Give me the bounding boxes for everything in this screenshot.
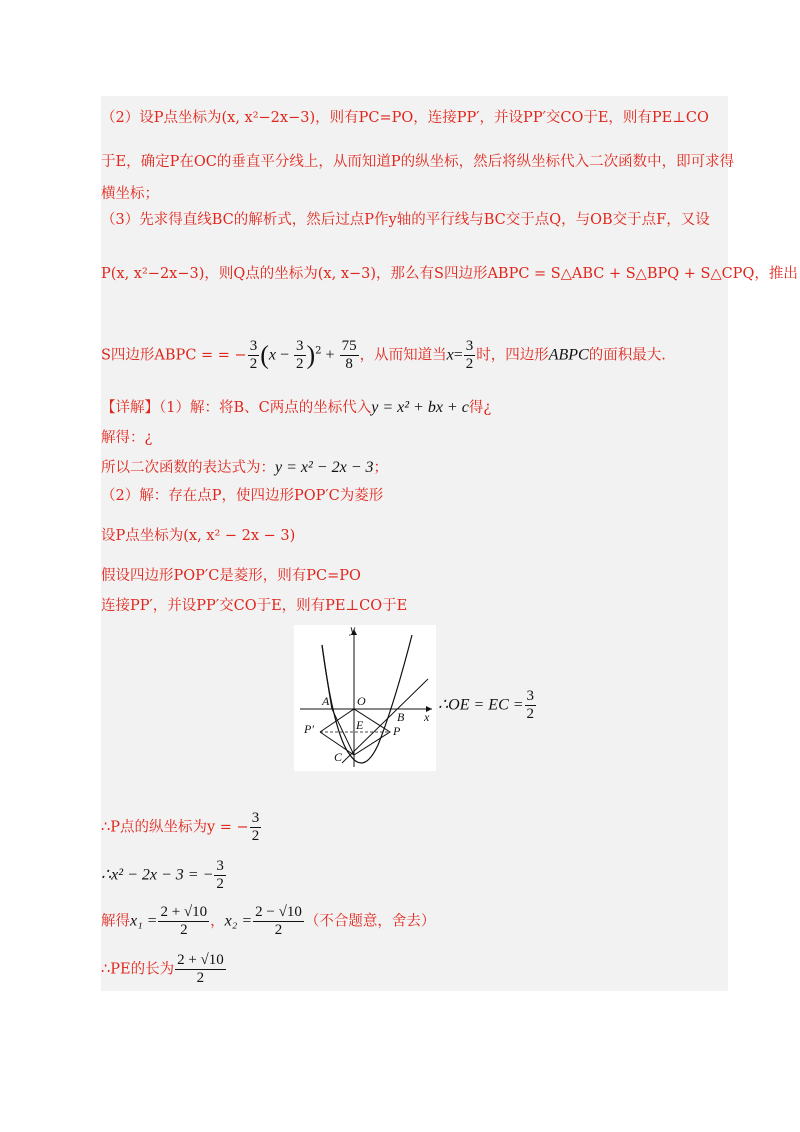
label-E: E bbox=[356, 718, 364, 732]
root-fraction-2: $\frac{2 - √10}{2}$ bbox=[255, 904, 302, 938]
equation-line: ∴x² − 2x − 3 = − $\frac{3}{2}$ bbox=[101, 858, 224, 892]
hint-part3-line3: S四边形ABPC = = − $\frac{3}{2}$ (x − $\frac{3}{2}$ )$^2$ + $\frac{75}{8}$ ，从而知道当x= $\frac{3}{2}$ 时，四边形ABPC的面积最大. bbox=[101, 338, 666, 372]
part2-connect: 连接PP′，并设PP′交CO于E，则有PE⊥CO于E bbox=[101, 598, 408, 614]
y-axis-label: y bbox=[350, 625, 356, 636]
parabola-figure bbox=[294, 625, 436, 771]
hint-part2-line3: 横坐标； bbox=[101, 186, 159, 202]
label-C: C bbox=[334, 750, 343, 764]
fraction-75-over-8: $\frac{75}{8}$ bbox=[341, 338, 357, 372]
x-axis-label: x bbox=[424, 710, 430, 724]
roots-line: 解得x₁ = $\frac{2 + √10}{2}$ ，x₂ = $\frac{2 - √10}{2}$ （不合题意，舍去） bbox=[101, 904, 436, 938]
detail-line-1: 【详解】（1）解：将B、C两点的坐标代入y = x² + bx + c得¿ bbox=[101, 399, 492, 416]
hint-part2-line1: （2）设P点坐标为(x, x²−2x−3)，则有PC=PO，连接PP′，并设PP′交CO于E，则有PE⊥CO bbox=[101, 110, 709, 126]
pe-length-line: ∴PE的长为 $\frac{2 + √10}{2}$ bbox=[101, 952, 224, 986]
label-B: B bbox=[397, 710, 405, 724]
label-O: O bbox=[357, 694, 366, 708]
p-ordinate-line: ∴P点的纵坐标为y = − $\frac{3}{2}$ bbox=[101, 810, 260, 844]
hint-part2-line2: 于E，确定P在OC的垂直平分线上，从而知道P的纵坐标，然后将纵坐标代入二次函数中，即可求得 bbox=[101, 154, 735, 170]
label-A: A bbox=[322, 694, 330, 708]
hint-part3-line1: （3）先求得直线BC的解析式，然后过点P作y轴的平行线与BC交于点Q，与OB交于点F，又设 bbox=[101, 212, 710, 228]
label-P-prime: P′ bbox=[304, 722, 314, 736]
detail-heading: 【详解】 bbox=[101, 400, 159, 416]
oe-ec-equation: ∴OE = EC = $\frac{3}{2}$ bbox=[438, 688, 535, 722]
part2-answer-line: （2）解：存在点P，使四边形POP′C为菱形 bbox=[101, 488, 384, 504]
area-formula-prefix: S四边形ABPC = = − bbox=[101, 347, 247, 364]
label-P: P bbox=[393, 724, 401, 738]
detail-expression-line: 所以二次函数的表达式为：y = x² − 2x − 3； bbox=[101, 459, 388, 476]
part2-assume: 假设四边形POP′C是菱形，则有PC=PO bbox=[101, 568, 361, 584]
root-fraction-1: $\frac{2 + √10}{2}$ bbox=[160, 904, 208, 938]
fraction-3-over-2: $\frac{3}{2}$ bbox=[249, 338, 258, 372]
detail-solve-line: 解得：¿ bbox=[101, 430, 153, 446]
part2-set-point: 设P点坐标为(x, x² − 2x − 3) bbox=[101, 528, 296, 544]
parabola-diagram bbox=[294, 625, 436, 771]
hint-part3-line2: P(x, x²−2x−3)，则Q点的坐标为(x, x−3)，那么有S四边形ABPC = S△ABC + S△BPQ + S△CPQ，推出 bbox=[101, 266, 798, 282]
